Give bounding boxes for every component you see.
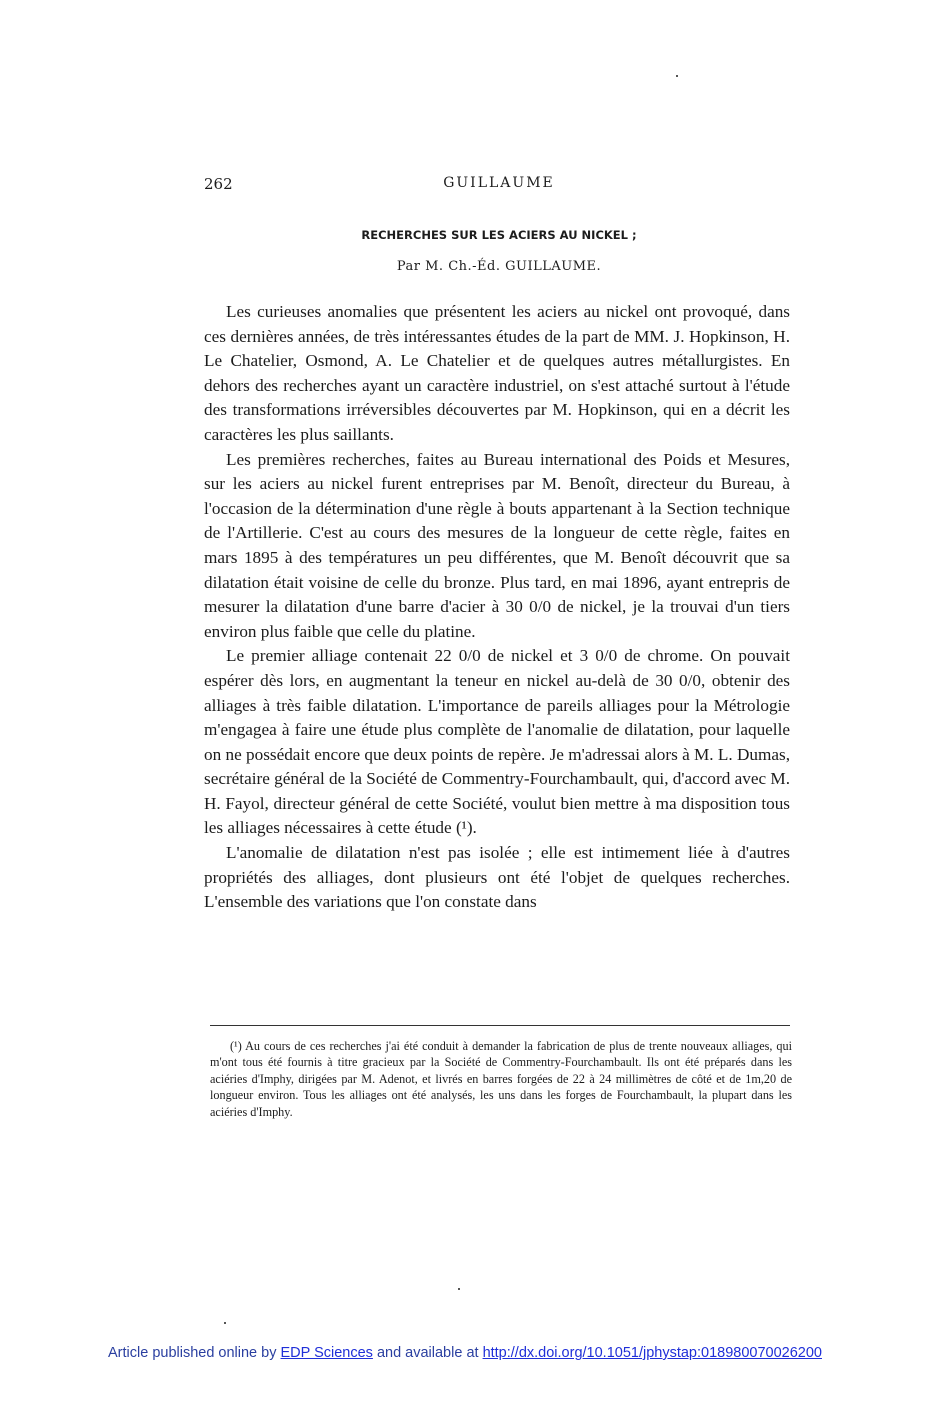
scan-speck [458, 1288, 460, 1290]
scan-speck [224, 1322, 226, 1324]
scan-speck [676, 75, 678, 77]
article-body [204, 300, 790, 915]
footnote-text: (¹) Au cours de ces recherches j'ai été conduit à demander la fabrication de plus de trente nouveaux alliages, qui m'ont tous été fournis à titre gracieux par la Société de Commentry-Fourchambault. Ils ont été préparés dans les aciéries d'Imphy, dirigées par M. Adenot, et livrés en barres forgées de 22 à 24 millimètres de côté et de 1m,20 de longueur environ. Tous les alliages ont été analysés, les uns dans les forges de Fourchambault, la plupart dans les aciéries d'Imphy. [210, 1039, 792, 1119]
article-title: RECHERCHES SUR LES ACIERS AU NICKEL ; [361, 228, 637, 242]
running-head [204, 175, 794, 197]
footnote [210, 1038, 792, 1120]
body-paragraph: Le premier alliage contenait 22 0/0 de nickel et 3 0/0 de chrome. On pouvait espérer dès lors, en augmentant la teneur en nickel au-delà de 30 0/0, obtenir des alliages à très faible dilatation. L'importance de pareils alliages pour la Métrologie m'engagea à faire une étude plus complète de l'anomalie de dilatation, pour laquelle on ne possédait encore que deux points de repère. Je m'adressai alors à M. L. Dumas, secrétaire général de la Société de Commentry-Fourchambault, qui, d'accord avec M. H. Fayol, directeur général de cette Société, voulut bien mettre à ma disposition tous les alliages nécessaires à cette étude (¹). [204, 646, 790, 838]
banner-middle-text: and available at [376, 1345, 479, 1361]
banner-prefix-text: Article published online by [108, 1345, 277, 1361]
running-title: GUILLAUME [443, 175, 555, 191]
author-byline: Par M. Ch.-Éd. GUILLAUME. [396, 259, 602, 274]
page-number: 262 [204, 175, 233, 193]
footnote-separator [210, 1025, 790, 1026]
body-paragraph: L'anomalie de dilatation n'est pas isolée ; elle est intimement liée à d'autres propriétés des alliages, dont plusieurs ont été l'objet de quelques recherches. L'ensemble des variations que l'on constate dans [204, 843, 790, 912]
body-paragraph: Les premières recherches, faites au Bureau international des Poids et Mesures, sur les aciers au nickel furent entreprises par M. Benoît, directeur du Bureau, à l'occasion de la détermination d'une règle à bouts appartenant à la Section technique de l'Artillerie. C'est au cours des mesures de la longueur de cette règle, faites en mars 1895 à des températures un peu différentes, que M. Benoît découvrit que sa dilatation était voisine de celle du bronze. Plus tard, en mai 1896, ayant entrepris de mesurer la dilatation d'une barre d'acier à 30 0/0 de nickel, je la trouvai d'un tiers environ plus faible que celle du platine. [204, 449, 790, 641]
publisher-banner [0, 1345, 930, 1361]
doi-link[interactable]: http://dx.doi.org/10.1051/jphystap:018980070026200 [482, 1345, 822, 1361]
body-paragraph: Les curieuses anomalies que présentent les aciers au nickel ont provoqué, dans ces dernières années, de très intéressantes études de la part de MM. J. Hopkinson, H. Le Chatelier, Osmond, A. Le Chatelier et de quelques autres métallurgistes. En dehors des recherches ayant un caractère industriel, on s'est attaché surtout à l'étude des transformations irréversibles découvertes par M. Hopkinson, qui en a décrit les caractères les plus saillants. [204, 302, 790, 444]
edp-sciences-link[interactable]: EDP Sciences [280, 1345, 373, 1361]
